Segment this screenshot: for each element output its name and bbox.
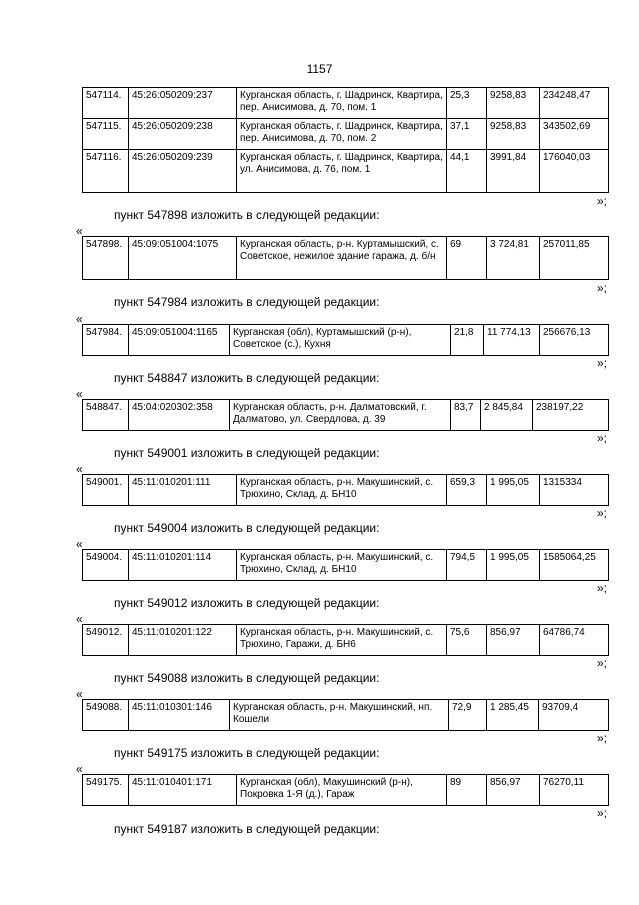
cadastral-value: 257011,85 [540,237,609,280]
row-number: 547898. [83,237,129,280]
area: 659,3 [447,475,487,506]
address: Курганская область, г. Шадринск, Квартира, пер. Анисимова, д. 70, пом. 2 [237,119,447,150]
row-number: 549012. [83,625,129,656]
table-row [83,625,609,656]
address: Курганская область, р-н. Куртамышский, с. Советское, нежилое здание гаража, д. б/н [237,237,447,280]
area: 83,7 [451,400,481,431]
close-quote: »; [596,656,607,670]
cadastral-value: 76270,11 [540,775,609,806]
amendment-instruction: пункт 549088 изложить в следующей редакции: [114,671,380,685]
cadastral-number: 45:11:010201:114 [129,550,237,581]
cadastral-number: 45:11:010301:146 [129,700,230,731]
registry-table [82,236,609,280]
rate: 9258,83 [487,119,540,150]
open-quote: « [76,612,83,626]
row-number: 547115. [83,119,129,150]
rate: 1 995,05 [487,475,540,506]
cadastral-number: 45:04:020302:358 [129,400,230,431]
address: Курганская область, р-н. Макушинский, с. Трюхино, Склад, д. БН10 [237,550,447,581]
registry-table [82,474,609,506]
amendment-instruction: пункт 548847 изложить в следующей редакции: [114,371,380,385]
table-row [83,400,609,431]
amendment-instruction: пункт 549004 изложить в следующей редакции: [114,521,380,535]
cadastral-value: 93709,4 [539,700,609,731]
rate: 1 995,05 [487,550,540,581]
rate: 3 724,81 [487,237,540,280]
area: 75,6 [447,625,487,656]
row-number: 547116. [83,150,129,193]
table-row [83,700,609,731]
close-quote: »; [596,356,607,370]
cadastral-number: 45:26:050209:238 [129,119,237,150]
open-quote: « [76,312,83,326]
registry-table [82,399,609,431]
cadastral-number: 45:11:010201:111 [129,475,237,506]
rate: 3991,84 [487,150,540,193]
close-quote: »; [596,581,607,595]
rate: 11 774,13 [484,325,540,356]
cadastral-number: 45:11:010201:122 [129,625,237,656]
rate: 9258,83 [487,88,540,119]
cadastral-value: 238197,22 [533,400,609,431]
registry-table [82,549,609,581]
cadastral-value: 256676,13 [540,325,609,356]
page-number: 1157 [306,62,333,76]
amendment-instruction: пункт 549012 изложить в следующей редакции: [114,596,380,610]
area: 794,5 [447,550,487,581]
cadastral-value: 1585064,25 [540,550,609,581]
registry-table-main [82,87,609,193]
open-quote: « [76,687,83,701]
area: 89 [447,775,487,806]
registry-table [82,324,609,356]
cadastral-number: 45:26:050209:239 [129,150,237,193]
address: Курганская область, г. Шадринск, Квартира, пер. Анисимова, д. 70, пом. 1 [237,88,447,119]
rate: 2 845,84 [481,400,533,431]
area: 37,1 [447,119,487,150]
registry-table [82,624,609,656]
cadastral-value: 64786,74 [540,625,609,656]
cadastral-value: 1315334 [540,475,609,506]
row-number: 549088. [83,700,129,731]
table-row [83,550,609,581]
table-row [83,475,609,506]
table-row [83,325,609,356]
table-row [83,775,609,806]
rate: 1 285,45 [487,700,539,731]
row-number: 547984. [83,325,129,356]
table-row [83,119,609,150]
address: Курганская область, г. Шадринск, Квартира, ул. Анисимова, д. 76, пом. 1 [237,150,447,193]
table-row [83,237,609,280]
row-number: 548847. [83,400,129,431]
close-quote: »; [596,806,607,820]
area: 72,9 [449,700,487,731]
cadastral-value: 176040,03 [540,150,609,193]
registry-table [82,774,609,806]
address: Курганская область, р-н. Макушинский, нп. Кошели [230,700,449,731]
address: Курганская область, р-н. Макушинский, с. Трюхино, Гаражи, д. БН6 [237,625,447,656]
row-number: 549001. [83,475,129,506]
open-quote: « [76,387,83,401]
open-quote: « [76,762,83,776]
amendment-instruction: пункт 549187 изложить в следующей редакции: [114,822,380,836]
cadastral-value: 343502,69 [540,119,609,150]
cadastral-number: 45:09:051004:1075 [129,237,237,280]
rate: 856,97 [487,625,540,656]
amendment-instruction: пункт 549175 изложить в следующей редакции: [114,746,380,760]
area: 69 [447,237,487,280]
open-quote: « [76,537,83,551]
close-quote: »; [596,431,607,445]
table-row [83,88,609,119]
rate: 856,97 [487,775,540,806]
close-quote: »; [596,731,607,745]
address: Курганская (обл), Макушинский (р-н), Покровка 1-Я (д.), Гараж [237,775,447,806]
row-number: 549004. [83,550,129,581]
open-quote: « [76,462,83,476]
cadastral-number: 45:11:010401:171 [129,775,237,806]
close-quote: »; [596,506,607,520]
close-quote: »; [596,281,607,295]
registry-table [82,699,609,731]
address: Курганская область, р-н. Далматовский, г. Далматово, ул. Свердлова, д. 39 [230,400,451,431]
area: 21,8 [451,325,484,356]
row-number: 547114. [83,88,129,119]
area: 44,1 [447,150,487,193]
cadastral-value: 234248,47 [540,88,609,119]
amendment-instruction: пункт 547898 изложить в следующей редакции: [114,208,380,222]
amendment-instruction: пункт 549001 изложить в следующей редакции: [114,446,380,460]
cadastral-number: 45:09:051004:1165 [129,325,230,356]
area: 25,3 [447,88,487,119]
address: Курганская (обл), Куртамышский (р-н), Советское (с.), Кухня [230,325,451,356]
open-quote: « [76,224,83,238]
close-quote: »; [596,194,607,208]
table-row [83,150,609,193]
row-number: 549175. [83,775,129,806]
cadastral-number: 45:26:050209:237 [129,88,237,119]
amendment-instruction: пункт 547984 изложить в следующей редакции: [114,295,380,309]
address: Курганская область, р-н. Макушинский, с. Трюхино, Склад, д. БН10 [237,475,447,506]
